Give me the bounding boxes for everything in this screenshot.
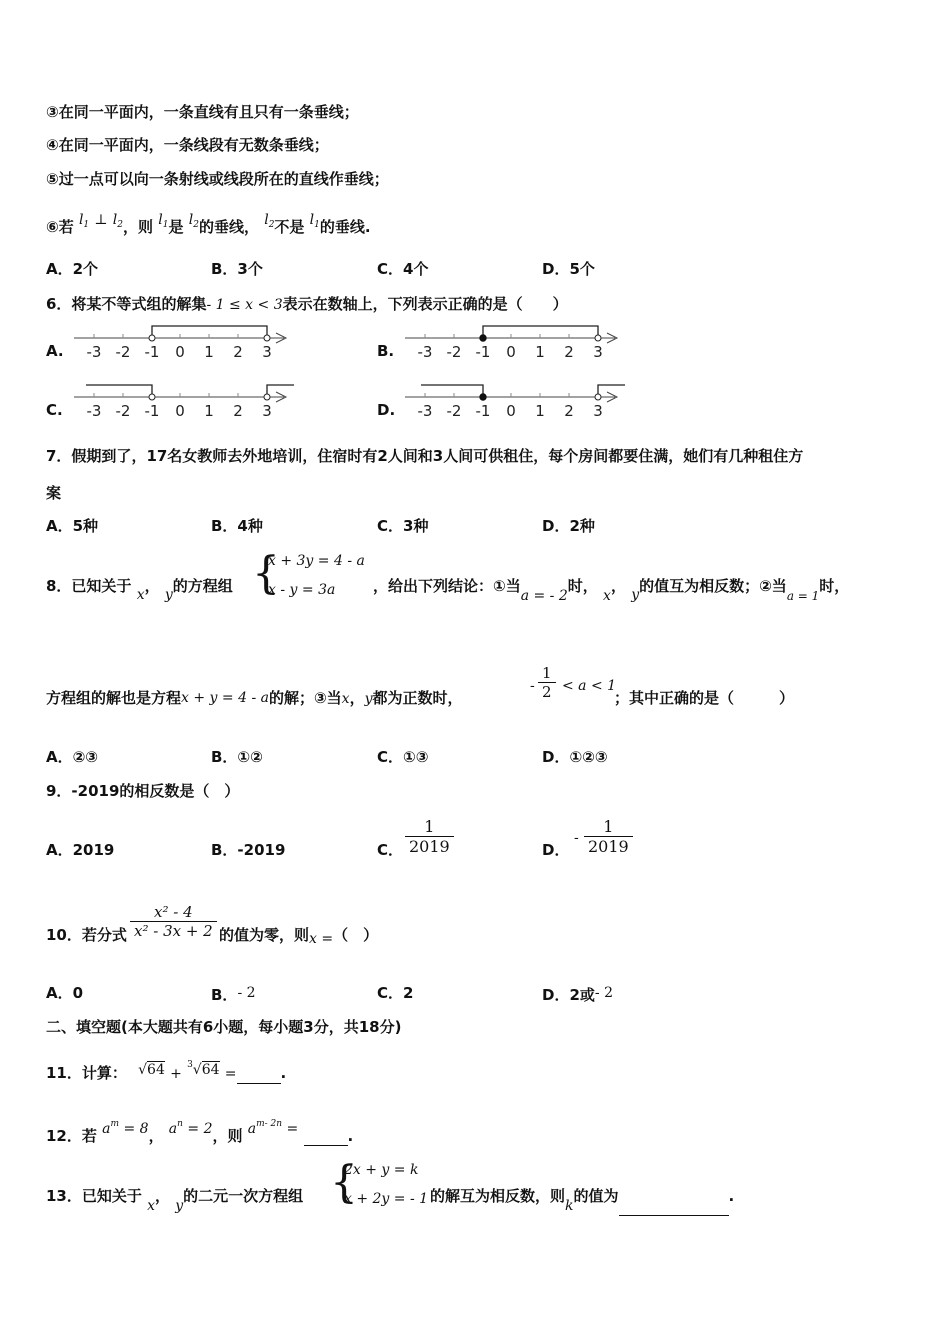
q7-option-a[interactable]: A．5种: [46, 517, 99, 535]
tick-label: 2: [564, 402, 574, 420]
sqrt-icon: √64: [138, 1062, 165, 1078]
statement-5: ⑤过一点可以向一条射线或线段所在的直线作垂线；: [46, 170, 389, 188]
tick-label: 0: [506, 343, 516, 361]
tick-label: 2: [233, 402, 243, 420]
open-dot-left: [149, 335, 155, 341]
tick-label: -3: [86, 343, 102, 361]
left-ray-bracket: [421, 385, 483, 397]
tick-label: 1: [204, 343, 214, 361]
tick-label: -1: [475, 402, 491, 420]
q12-answer-blank[interactable]: [304, 1145, 348, 1146]
q7-stem-line1: 7．假期到了，17名女教师去外地培训，住宿时有2人间和3人间可供租住，每个房间都要住满，她们有几种租住方: [46, 447, 804, 465]
tick-label: -2: [446, 343, 462, 361]
tick-label: 3: [593, 402, 603, 420]
tick-label: -2: [446, 402, 462, 420]
tick-label: 2: [233, 343, 243, 361]
tick-label: -3: [417, 343, 433, 361]
right-ray-bracket: [598, 385, 625, 397]
q8-stem-part3: 方程组的解也是方程x + y = 4 - a的解；③当x，y都为正数时，: [46, 689, 463, 707]
tick-label: -3: [417, 402, 433, 420]
tick-label: 3: [262, 343, 272, 361]
q5-option-a[interactable]: A．2个: [46, 260, 99, 278]
left-ray-bracket: [86, 385, 152, 397]
q10-option-c[interactable]: C．2: [377, 984, 414, 1002]
q7-stem-line2: 案: [46, 484, 62, 502]
statement-3: ③在同一平面内，一条直线有且只有一条垂线；: [46, 103, 359, 121]
q8-neg-sign: -: [530, 678, 535, 694]
tick-label: -1: [475, 343, 491, 361]
q6-stem: 6．将某不等式组的解集- 1 ≤ x < 3表示在数轴上，下列表示正确的是（ ）: [46, 295, 568, 313]
q11-answer-blank[interactable]: [237, 1083, 281, 1084]
section-2-heading: 二、填空题(本大题共有6小题，每小题3分，共18分): [46, 1018, 402, 1036]
q9-option-d[interactable]: D．: [542, 841, 570, 859]
q13-stem-part2: 的解互为相反数，则k的值为 .: [430, 1187, 735, 1214]
open-dot-right: [595, 335, 601, 341]
q7-option-c[interactable]: C．3种: [377, 517, 429, 535]
q10-stem-part2: 的值为零，则x =（ ）: [219, 926, 379, 947]
q13-equation-2: x + 2y = - 1: [344, 1191, 429, 1207]
q8-stem-end: ；其中正确的是（ ）: [614, 689, 795, 707]
q8-equation-2: x - y = 3a: [268, 582, 336, 598]
q9-stem: 9．-2019的相反数是（ ）: [46, 782, 240, 800]
tick-label: 0: [175, 402, 185, 420]
q5-option-d[interactable]: D．5个: [542, 260, 595, 278]
q12-stem: 12．若 $a^m = 8$， $a^n = 2$，则 $a^{m- 2n}$ = .: [46, 1119, 354, 1145]
open-dot-left: [149, 394, 155, 400]
q8-option-b[interactable]: B．①②: [211, 748, 263, 766]
q8-range: < a < 1: [562, 678, 617, 694]
q8-half-fraction: 1 2: [538, 664, 556, 701]
q9-option-c-fraction: 1 2019: [405, 817, 454, 856]
q5-option-c[interactable]: C．4个: [377, 260, 429, 278]
q9-option-d-neg: -: [574, 830, 579, 846]
tick-label: 3: [593, 343, 603, 361]
cbrt-icon: $^3$√64: [187, 1060, 220, 1078]
open-dot-right: [595, 394, 601, 400]
number-line-c[interactable]: [70, 381, 298, 423]
tick-label: 1: [204, 402, 214, 420]
q9-option-b[interactable]: B．-2019: [211, 841, 286, 859]
q8-option-a[interactable]: A．②③: [46, 748, 99, 766]
q8-stem-part1: 8．已知关于 x， y的方程组: [46, 577, 233, 603]
number-line-b[interactable]: [401, 322, 623, 364]
q8-equation-1: x + 3y = 4 - a: [268, 553, 365, 569]
q10-option-a[interactable]: A．0: [46, 984, 84, 1002]
q8-option-d[interactable]: D．①②③: [542, 748, 608, 766]
number-line-d[interactable]: [401, 381, 629, 423]
q13-answer-blank[interactable]: [619, 1215, 729, 1216]
q13-equation-1: 2x + y = k: [344, 1162, 419, 1178]
q9-option-c[interactable]: C．: [377, 841, 404, 859]
tick-label: -1: [144, 402, 160, 420]
tick-label: 3: [262, 402, 272, 420]
q7-option-d[interactable]: D．2种: [542, 517, 595, 535]
tick-label: 1: [535, 343, 545, 361]
tick-label: -2: [115, 343, 131, 361]
q6-label-d[interactable]: D.: [377, 401, 396, 419]
q7-option-b[interactable]: B．4种: [211, 517, 263, 535]
q8-stem-part2: ，给出下列结论：①当a = - 2时， x， y的值互为相反数；②当$_{a = 1}$时，: [373, 577, 850, 604]
q11-stem: 11．计算： √64 + $^3$√64 = .: [46, 1060, 287, 1082]
closed-dot-left: [480, 394, 486, 400]
q10-option-b[interactable]: B．- 2: [211, 985, 256, 1004]
statement-4: ④在同一平面内，一条线段有无数条垂线；: [46, 136, 329, 154]
q9-option-d-fraction: 1 2019: [584, 817, 633, 856]
q8-option-c[interactable]: C．①③: [377, 748, 429, 766]
q6-label-a[interactable]: A.: [46, 342, 64, 360]
tick-label: 0: [506, 402, 516, 420]
q6-label-b[interactable]: B.: [377, 342, 395, 360]
q8-system-brace: {: [252, 548, 280, 599]
tick-label: -3: [86, 402, 102, 420]
q10-fraction: x² - 4 x² - 3x + 2: [130, 903, 217, 940]
open-dot-right: [264, 335, 270, 341]
right-ray-bracket: [267, 385, 294, 397]
q13-stem-part1: 13．已知关于 x， y的二元一次方程组: [46, 1187, 304, 1214]
q13-system-brace: {: [330, 1157, 358, 1208]
q9-option-a[interactable]: A．2019: [46, 841, 115, 859]
q6-label-c[interactable]: C.: [46, 401, 63, 419]
q10-stem-part1: 10．若分式: [46, 926, 127, 944]
q10-option-d[interactable]: D．2或- 2: [542, 985, 613, 1004]
tick-label: -2: [115, 402, 131, 420]
q5-option-b[interactable]: B．3个: [211, 260, 263, 278]
closed-dot-left: [480, 335, 486, 341]
statement-6: ⑥若 $l_1$ ⊥ $l_2$，则 $l_1$是 $l_2$的垂线， $l_2$不是 $l_1$的垂线.: [46, 212, 371, 236]
tick-label: 1: [535, 402, 545, 420]
open-dot-right: [264, 394, 270, 400]
tick-label: -1: [144, 343, 160, 361]
tick-label: 0: [175, 343, 185, 361]
tick-label: 2: [564, 343, 574, 361]
number-line-a[interactable]: [70, 322, 292, 364]
